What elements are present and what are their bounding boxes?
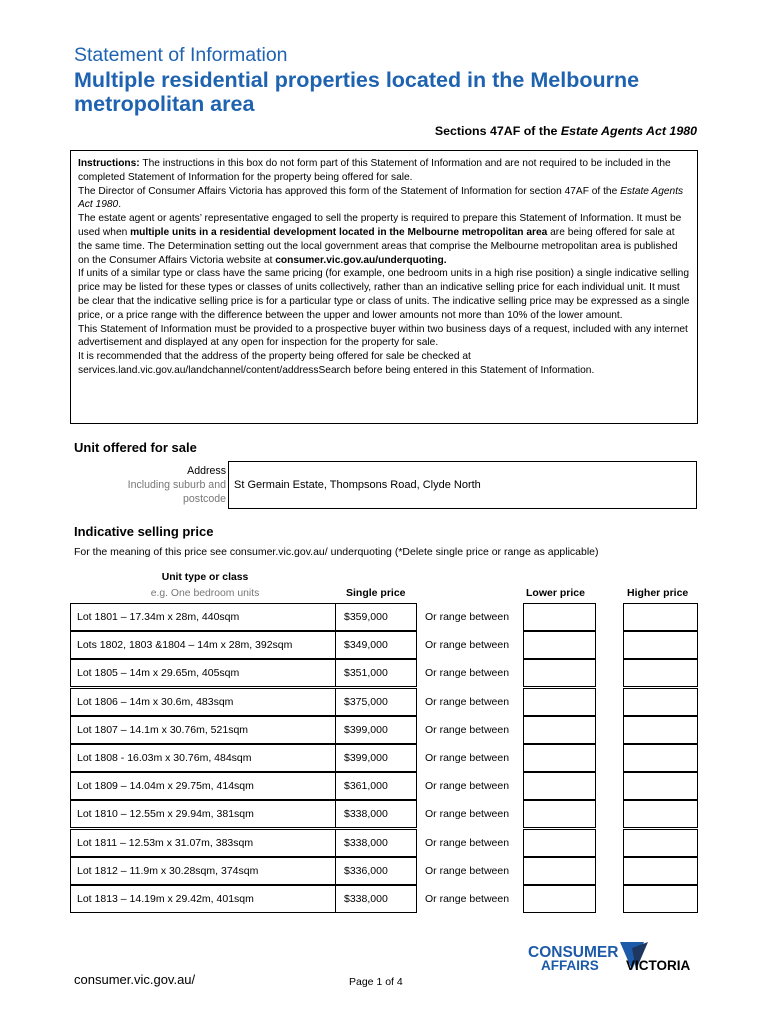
lower-price-cell[interactable] <box>523 800 596 828</box>
address-field[interactable]: St Germain Estate, Thompsons Road, Clyde North <box>228 461 697 509</box>
table-row <box>0 688 770 716</box>
table-row <box>0 744 770 772</box>
indicative-price-heading: Indicative selling price <box>74 524 214 539</box>
unit-offered-heading: Unit offered for sale <box>74 440 197 455</box>
lower-price-cell[interactable] <box>523 885 596 913</box>
page-number: Page 1 of 4 <box>349 976 403 988</box>
unit-type-cell[interactable]: Lot 1806 – 14m x 30.6m, 483sqm <box>70 688 336 716</box>
higher-price-cell[interactable] <box>623 800 698 828</box>
instructions-p6: It is recommended that the address of the property being offered for sale be checked at services.land.vic.gov.au/landchannel/content/addressSearch before being entered in this Statement of Information. <box>78 351 595 376</box>
unit-type-header-example: e.g. One bedroom units <box>150 588 260 599</box>
unit-type-cell[interactable]: Lots 1802, 1803 &1804 – 14m x 28m, 392sqm <box>70 631 336 659</box>
range-label: Or range between <box>425 864 510 877</box>
higher-price-cell[interactable] <box>623 716 698 744</box>
single-price-cell[interactable]: $361,000 <box>336 772 417 800</box>
unit-type-cell[interactable]: Lot 1801 – 17.34m x 28m, 440sqm <box>70 603 336 631</box>
unit-type-cell[interactable]: Lot 1808 - 16.03m x 30.76m, 484sqm <box>70 744 336 772</box>
instructions-p3 <box>78 212 691 267</box>
range-label: Or range between <box>425 667 510 680</box>
range-label: Or range between <box>425 780 510 793</box>
higher-price-cell[interactable] <box>623 603 698 631</box>
table-row <box>0 857 770 885</box>
instructions-p2-act: Estate Agents Act 1980 <box>78 185 684 211</box>
instructions-p1-text: The instructions in this box do not form part of this Statement of Information and are not required to be included in the completed Statement of Information for the property being offered for sale. <box>78 158 671 183</box>
instructions-p3-bold: multiple units in a residential development located in the Melbourne metropolitan area <box>130 226 548 238</box>
higher-price-cell[interactable] <box>623 885 698 913</box>
lower-price-column-header: Lower price <box>526 587 585 599</box>
lower-price-cell[interactable] <box>523 603 596 631</box>
unit-type-header-label: Unit type or class <box>161 572 249 583</box>
single-price-cell[interactable]: $338,000 <box>336 800 417 828</box>
single-price-cell[interactable]: $351,000 <box>336 659 417 687</box>
instructions-p2-text: The Director of Consumer Affairs Victoria has approved this form of the Statement of Information for section 47AF of the <box>78 185 621 197</box>
range-label: Or range between <box>425 723 510 736</box>
table-row <box>0 603 770 631</box>
single-price-cell[interactable]: $338,000 <box>336 885 417 913</box>
unit-type-cell[interactable]: Lot 1812 – 11.9m x 30.28sqm, 374sqm <box>70 857 336 885</box>
sections-act: Estate Agents Act 1980 <box>560 124 697 138</box>
logo-text-affairs: AFFAIRS <box>541 958 599 973</box>
instructions-p3-c: are being offered for sale at the same time. The Determination setting out the local government areas that comprise the Melbourne metropolitan area is published on the Consumer Affairs Victoria website at <box>78 226 678 266</box>
higher-price-cell[interactable] <box>623 631 698 659</box>
higher-price-cell[interactable] <box>623 772 698 800</box>
single-price-cell[interactable]: $349,000 <box>336 631 417 659</box>
lower-price-cell[interactable] <box>523 772 596 800</box>
underquoting-link[interactable]: consumer.vic.gov.au/underquoting. <box>275 254 447 266</box>
lower-price-cell[interactable] <box>523 659 596 687</box>
logo-text-consumer: CONSUMER <box>528 944 619 961</box>
unit-type-cell[interactable]: Lot 1807 – 14.1m x 30.76m, 521sqm <box>70 716 336 744</box>
range-label: Or range between <box>425 836 510 849</box>
single-price-cell[interactable]: $375,000 <box>336 688 417 716</box>
document-title: Multiple residential properties located in the Melbourne metropolitan area <box>74 68 640 116</box>
table-row <box>0 800 770 828</box>
higher-price-cell[interactable] <box>623 829 698 857</box>
unit-type-cell[interactable]: Lot 1810 – 12.55m x 29.94m, 381sqm <box>70 800 336 828</box>
unit-type-cell[interactable]: Lot 1811 – 12.53m x 31.07m, 383sqm <box>70 829 336 857</box>
lower-price-cell[interactable] <box>523 631 596 659</box>
range-label: Or range between <box>425 752 510 764</box>
unit-type-column-header <box>74 570 336 602</box>
unit-type-cell[interactable]: Lot 1805 – 14m x 29.65m, 405sqm <box>70 659 336 687</box>
instructions-p2-end: . <box>118 199 122 211</box>
consumer-affairs-victoria-logo <box>528 940 703 984</box>
higher-price-cell[interactable] <box>623 744 698 772</box>
instructions-p5: This Statement of Information must be provided to a prospective buyer within two business days of a request, included with any internet advertisement and displayed at any open for inspection for the property for sale. <box>78 323 688 349</box>
single-price-cell[interactable]: $399,000 <box>336 716 417 744</box>
sections-reference <box>435 124 697 138</box>
table-row <box>0 885 770 913</box>
footer-url[interactable]: consumer.vic.gov.au/ <box>74 972 196 987</box>
address-label-main: Address <box>187 465 226 477</box>
instructions-p1 <box>78 157 691 185</box>
higher-price-cell[interactable] <box>623 688 698 716</box>
unit-type-cell[interactable]: Lot 1813 – 14.19m x 29.42m, 401sqm <box>70 885 336 913</box>
document-type-title: Statement of Information <box>74 44 288 66</box>
higher-price-cell[interactable] <box>623 857 698 885</box>
single-price-cell[interactable]: $359,000 <box>336 603 417 631</box>
table-row <box>0 772 770 800</box>
range-label: Or range between <box>425 808 510 821</box>
address-label <box>128 464 226 506</box>
lower-price-cell[interactable] <box>523 688 596 716</box>
logo-text-victoria: VICTORIA <box>626 958 691 973</box>
lower-price-cell[interactable] <box>523 829 596 857</box>
range-label: Or range between <box>425 695 510 708</box>
range-label: Or range between <box>425 611 510 623</box>
instructions-p2 <box>78 185 691 213</box>
lower-price-cell[interactable] <box>523 857 596 885</box>
lower-price-cell[interactable] <box>523 744 596 772</box>
single-price-column-header: Single price <box>346 587 406 599</box>
table-row <box>0 829 770 857</box>
sections-prefix: Sections 47AF of the <box>434 124 561 138</box>
table-row <box>0 659 770 687</box>
range-label: Or range between <box>425 893 510 905</box>
higher-price-column-header: Higher price <box>627 587 689 599</box>
price-meaning-note: For the meaning of this price see consumer.vic.gov.au/ underquoting (*Delete single price or range as applicable) <box>74 546 599 558</box>
single-price-cell[interactable]: $338,000 <box>336 829 417 857</box>
table-row <box>0 716 770 744</box>
unit-type-cell[interactable]: Lot 1809 – 14.04m x 29.75m, 414sqm <box>70 772 336 800</box>
higher-price-cell[interactable] <box>623 659 698 687</box>
table-row <box>0 631 770 659</box>
range-label: Or range between <box>425 639 510 652</box>
single-price-cell[interactable]: $399,000 <box>336 744 417 772</box>
address-label-sub1: Including suburb and <box>127 479 226 491</box>
address-label-sub2: postcode <box>183 493 226 505</box>
instructions-box <box>70 150 698 424</box>
lower-price-cell[interactable] <box>523 716 596 744</box>
instructions-p3-a: The estate agent or agents’ representative engaged to sell the property is required to prepare this Statement of Information. It must be used when <box>78 213 682 238</box>
instructions-label: Instructions: <box>78 158 140 169</box>
single-price-cell[interactable]: $336,000 <box>336 857 417 885</box>
instructions-p4: If units of a similar type or class have the same pricing (for example, one bedroom units in a high rise position) a single indicative selling price may be listed for these types or classes of units collectively, rather than an indicative selling price for each individual unit. It must be clear that the indicative selling price is for a particular type or class of units. The indicative selling price may be expressed as a single price, or a price range with the difference between the upper and lower amounts not more than 10% of the lower amount. <box>78 268 690 321</box>
